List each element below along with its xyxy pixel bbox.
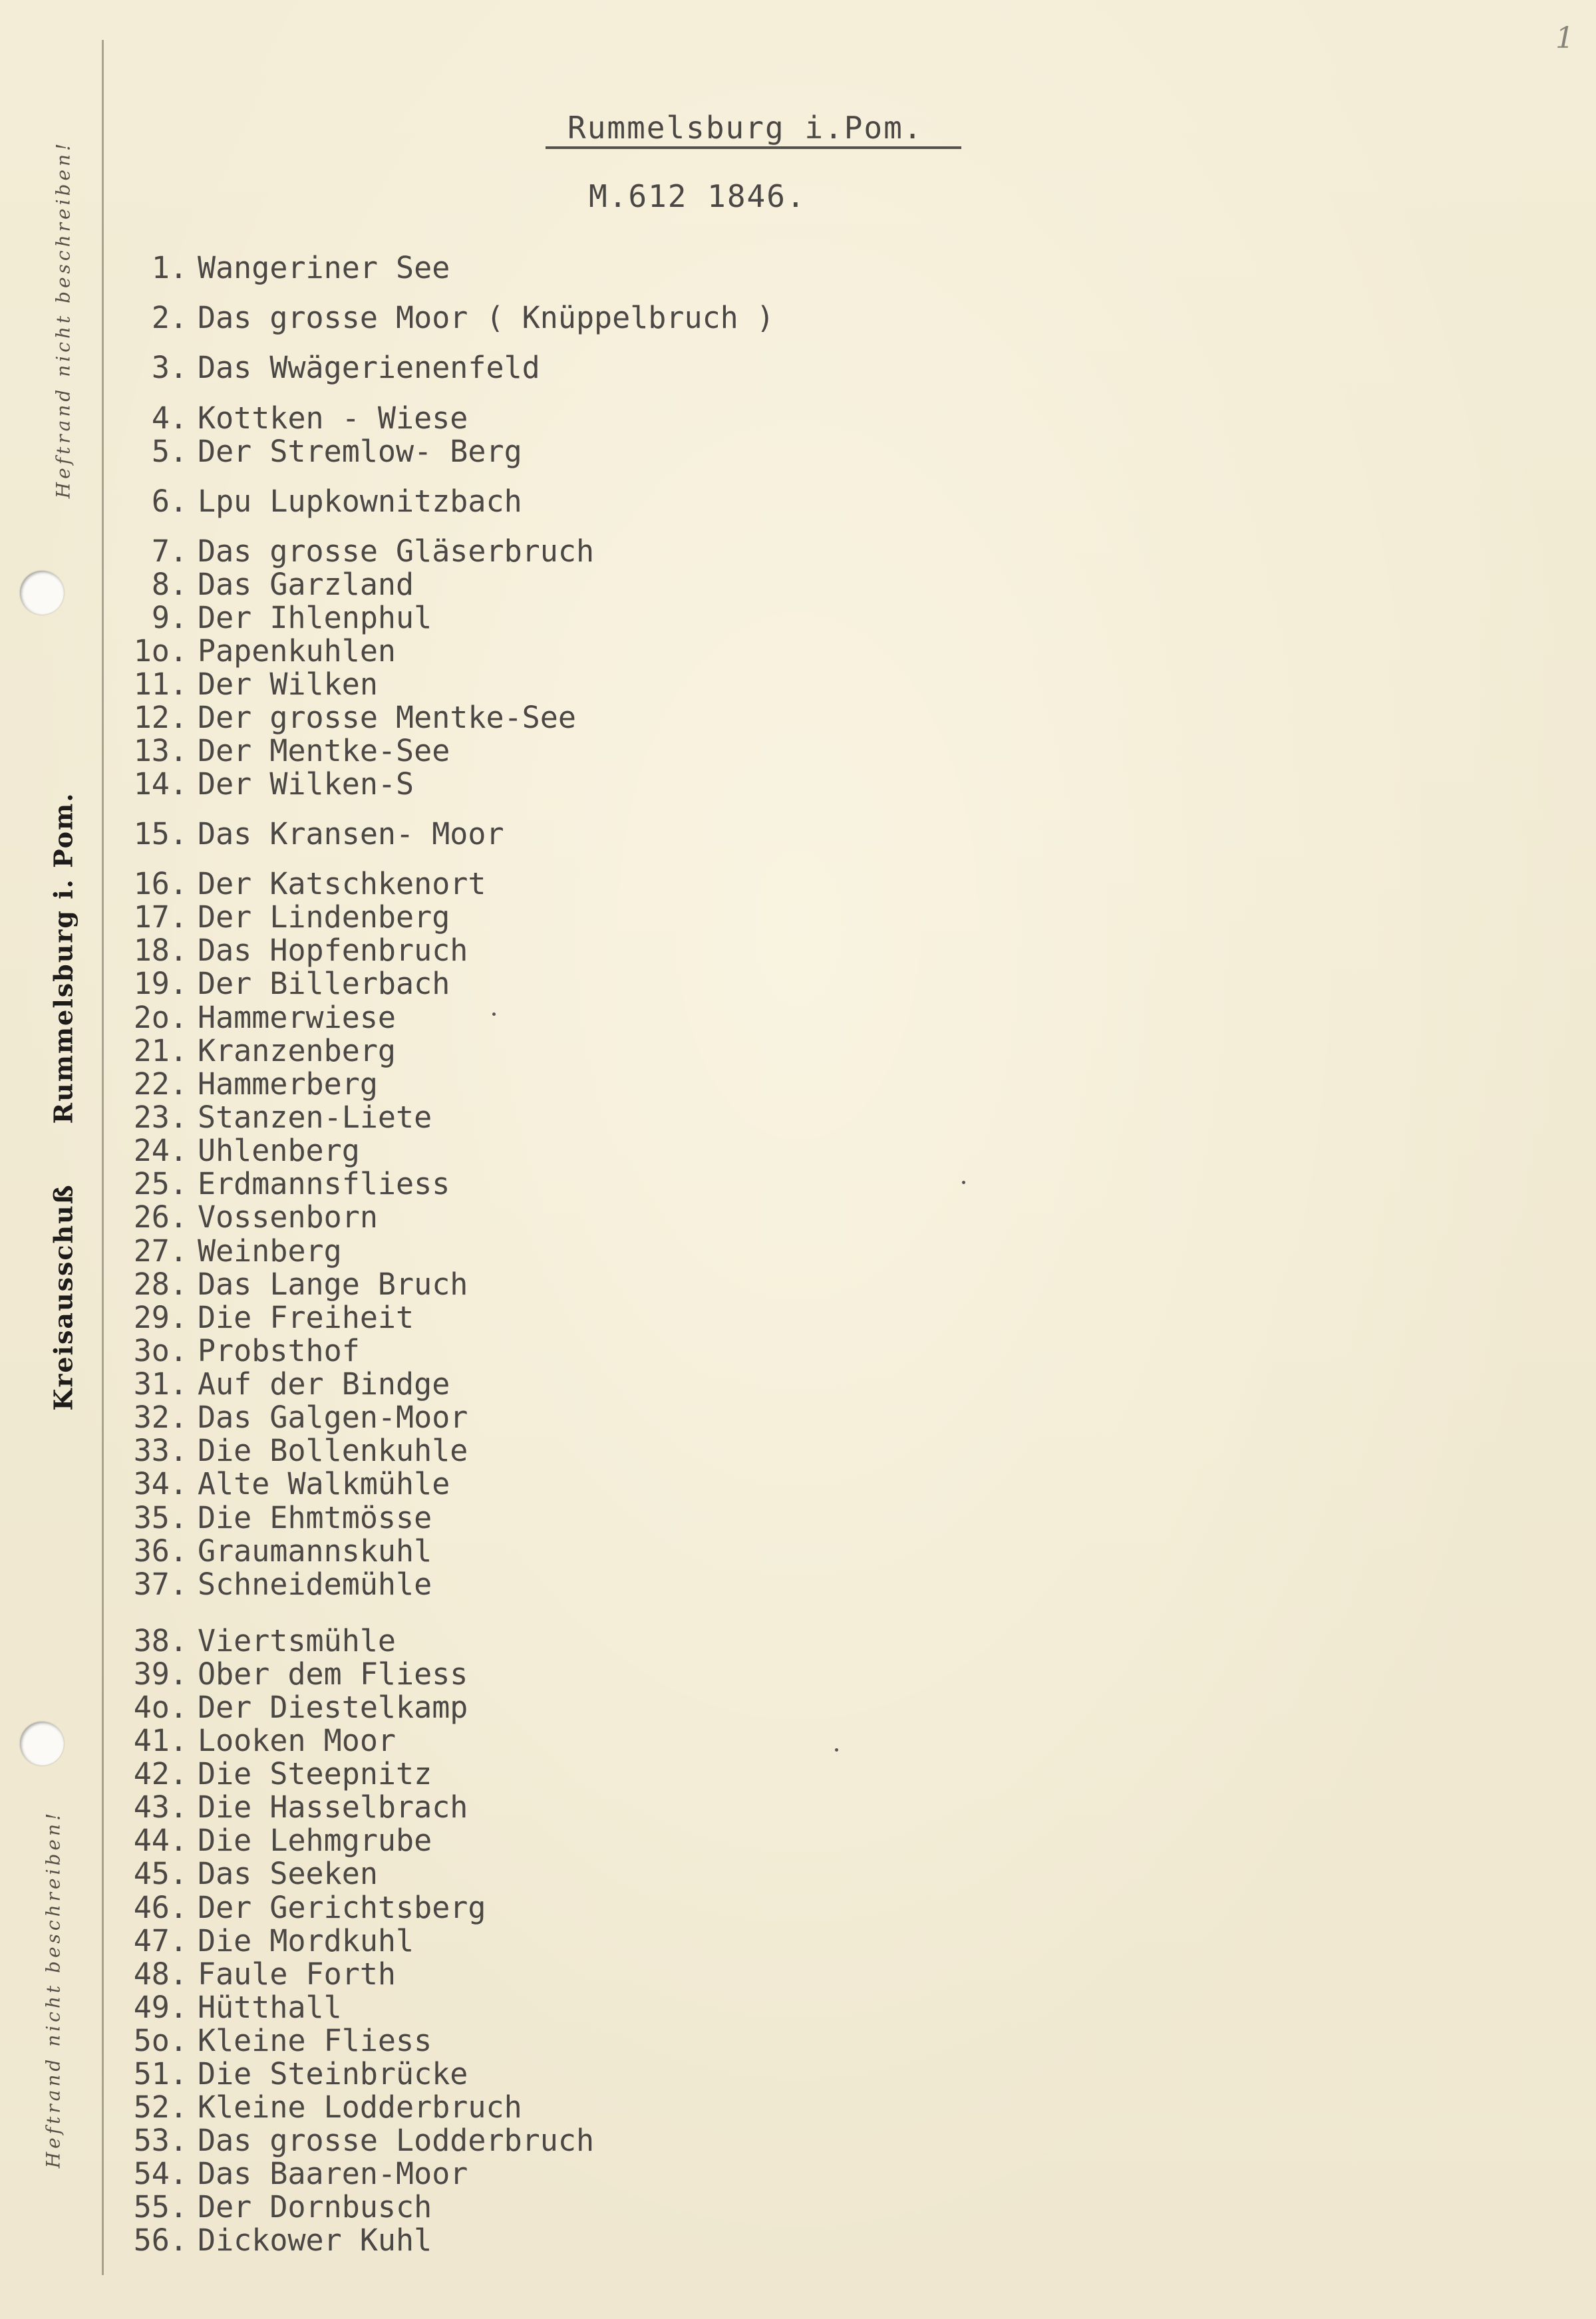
entry-number: 6. [151,484,188,519]
entry-place-name: Hammerwiese [198,1000,397,1035]
entry-place-name: Faule Forth [198,1956,397,1992]
entry-place-name: Der Diestelkamp [198,1690,468,1725]
margin-note-top: Heftrand nicht beschreiben! [52,140,75,499]
entry-number: 53. [133,2123,188,2158]
entry-number: 15. [133,816,188,851]
entry-place-name: Die Mordkuhl [198,1923,414,1958]
entry-number: 35. [133,1500,188,1535]
entry-place-name: Der Ihlenphul [198,600,432,635]
entry-number: 2. [151,300,188,335]
entry-place-name: Der Gerichtsberg [198,1890,486,1925]
entry-place-name: Probsthof [198,1333,360,1368]
ink-speck [962,1181,965,1184]
entry-number: 46. [133,1890,188,1925]
entry-number: 49. [133,1990,188,2025]
entry-place-name: Der Mentke-See [198,733,450,768]
entry-place-name: Kranzenberg [198,1033,397,1068]
entry-place-name: Das Seeken [198,1856,378,1891]
entry-place-name: Dickower Kuhl [198,2223,432,2258]
entry-place-name: Das Kransen- Moor [198,816,504,851]
entry-number: 47. [133,1923,188,1958]
entry-place-name: Viertsmühle [198,1623,397,1658]
entry-place-name: Der Lindenberg [198,899,450,935]
entry-place-name: Erdmannsfliess [198,1166,450,1201]
punch-hole-bottom [20,1722,64,1766]
entry-place-name: Kleine Lodderbruch [198,2089,522,2125]
entry-place-name: Vossenborn [198,1199,378,1235]
entry-number: 5o. [133,2023,188,2058]
entry-place-name: Schneidemühle [198,1567,432,1602]
entry-number: 16. [133,866,188,901]
punch-hole-top [20,571,64,615]
entry-number: 25. [133,1166,188,1201]
entry-place-name: Die Hasselbrach [198,1789,468,1825]
entry-place-name: Die Freiheit [198,1300,414,1335]
entry-place-name: Die Steepnitz [198,1756,432,1791]
entry-place-name: Ober dem Fliess [198,1656,468,1692]
entry-place-name: Graumannskuhl [198,1533,432,1569]
entry-number: 22. [133,1066,188,1102]
title-underline [546,146,961,149]
entry-place-name: Der Billerbach [198,966,450,1001]
entry-number: 34. [133,1466,188,1501]
entry-place-name: Das Lange Bruch [198,1267,468,1302]
entry-number: 54. [133,2156,188,2191]
entry-number: 14. [133,766,188,802]
entry-number: 1. [151,250,188,285]
entry-place-name: Papenkuhlen [198,633,397,669]
entry-number: 52. [133,2089,188,2125]
entry-number: 11. [133,667,188,702]
entry-place-name: Der Wilken [198,667,378,702]
entry-place-name: Der Wilken-S [198,766,414,802]
entry-place-name: Looken Moor [198,1723,397,1758]
entry-number: 42. [133,1756,188,1791]
entry-place-name: Weinberg [198,1233,342,1269]
entry-number: 3. [151,350,188,385]
entry-number: 37. [133,1567,188,1602]
entry-place-name: Die Bollenkuhle [198,1433,468,1468]
archive-reference: M.612 1846. [589,178,806,214]
page-title: Rummelsburg i.Pom. [567,110,923,146]
margin-note-bottom: Heftrand nicht beschreiben! [42,1809,65,2169]
entry-place-name: Wangeriner See [198,250,450,285]
entry-number: 18. [133,933,188,968]
entry-place-name: Alte Walkmühle [198,1466,450,1501]
stamp-authority: Kreisausschuß [48,1183,79,1411]
ink-speck [835,1748,838,1752]
entry-place-name: Kleine Fliess [198,2023,432,2058]
entry-number: 45. [133,1856,188,1891]
entry-place-name: Auf der Bindge [198,1366,450,1402]
entry-number: 2o. [133,1000,188,1035]
page-number: 1 [1555,21,1574,55]
stamp-place: Rummelsburg i. Pom. [48,792,79,1124]
entry-place-name: Die Steinbrücke [198,2056,468,2091]
entry-number: 31. [133,1366,188,1402]
entry-number: 12. [133,700,188,735]
entry-number: 4o. [133,1690,188,1725]
entry-place-name: Die Ehmtmösse [198,1500,432,1535]
entry-place-name: Das grosse Gläserbruch [198,534,595,569]
entry-place-name: Die Lehmgrube [198,1823,432,1858]
entry-number: 38. [133,1623,188,1658]
entry-number: 36. [133,1533,188,1569]
entry-place-name: Das Garzland [198,567,414,602]
entry-place-name: Das Hopfenbruch [198,933,468,968]
entry-number: 13. [133,733,188,768]
entry-number: 51. [133,2056,188,2091]
entry-place-name: Der Katschkenort [198,866,486,901]
entry-place-name: Das Wwägerienenfeld [198,350,540,385]
entry-place-name: Der Stremlow- Berg [198,434,522,469]
ink-speck [492,1012,496,1016]
entry-number: 21. [133,1033,188,1068]
entry-number: 39. [133,1656,188,1692]
entry-number: 44. [133,1823,188,1858]
entry-place-name: Stanzen-Liete [198,1100,432,1135]
entry-number: 8. [151,567,188,602]
entry-place-name: Lpu Lupkownitzbach [198,484,522,519]
entry-number: 1o. [133,633,188,669]
entry-number: 19. [133,966,188,1001]
entry-place-name: Hütthall [198,1990,342,2025]
entry-place-name: Das grosse Moor ( Knüppelbruch ) [198,300,774,335]
entry-number: 43. [133,1789,188,1825]
entry-number: 3o. [133,1333,188,1368]
entry-place-name: Der grosse Mentke-See [198,700,576,735]
entry-number: 24. [133,1133,188,1168]
entry-place-name: Das Baaren-Moor [198,2156,468,2191]
entry-number: 5. [151,434,188,469]
entry-place-name: Das grosse Lodderbruch [198,2123,595,2158]
entry-place-name: Uhlenberg [198,1133,360,1168]
entry-number: 26. [133,1199,188,1235]
entry-number: 48. [133,1956,188,1992]
entry-place-name: Das Galgen-Moor [198,1400,468,1435]
binding-margin-rule [102,40,104,2275]
entry-number: 28. [133,1267,188,1302]
entry-place-name: Kottken - Wiese [198,400,468,436]
entry-number: 33. [133,1433,188,1468]
entry-number: 23. [133,1100,188,1135]
entry-place-name: Der Dornbusch [198,2189,432,2225]
entry-number: 29. [133,1300,188,1335]
entry-number: 32. [133,1400,188,1435]
entry-number: 17. [133,899,188,935]
entry-number: 41. [133,1723,188,1758]
entry-place-name: Hammerberg [198,1066,378,1102]
entry-number: 27. [133,1233,188,1269]
entry-number: 55. [133,2189,188,2225]
entry-number: 56. [133,2223,188,2258]
entry-number: 9. [151,600,188,635]
entry-number: 7. [151,534,188,569]
entry-number: 4. [151,400,188,436]
